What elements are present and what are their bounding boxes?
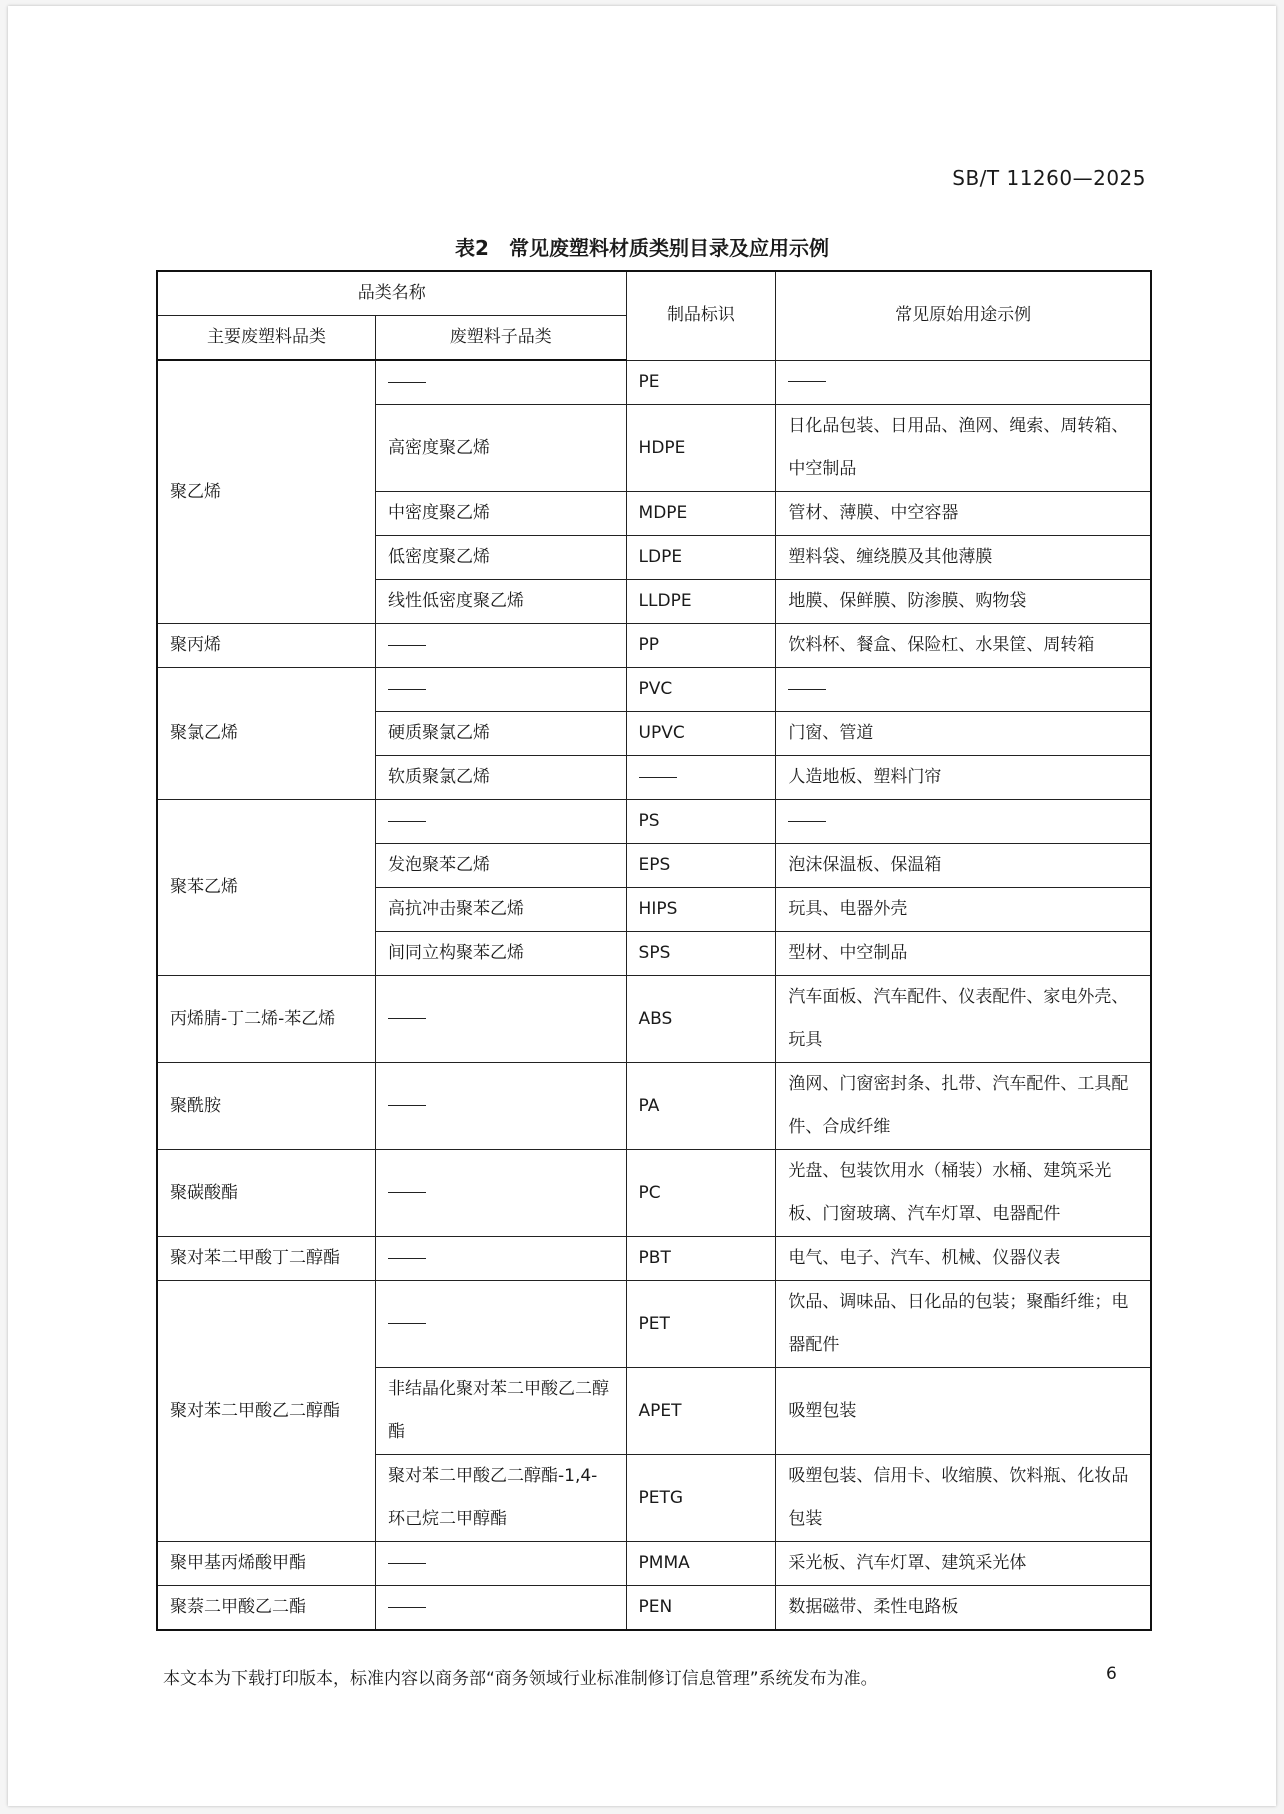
usage-cell bbox=[776, 800, 1151, 844]
usage-cell: 管材、薄膜、中空容器 bbox=[776, 492, 1151, 536]
header-sub-category: 废塑料子品类 bbox=[376, 316, 627, 361]
product-mark-cell: SPS bbox=[626, 932, 776, 976]
product-mark-cell: UPVC bbox=[626, 712, 776, 756]
product-mark-cell: PMMA bbox=[626, 1542, 776, 1586]
dash-mark bbox=[388, 1607, 426, 1608]
dash-text bbox=[426, 668, 427, 669]
footer-note: 本文本为下载打印版本，标准内容以商务部“商务领域行业标准制修订信息管理”系统发布为准。 bbox=[163, 1669, 878, 1689]
sub-category-cell bbox=[376, 1281, 627, 1368]
sub-category-cell: 低密度聚乙烯 bbox=[376, 536, 627, 580]
header-main-category: 主要废塑料品类 bbox=[157, 316, 376, 361]
dash-mark bbox=[388, 1105, 426, 1106]
dash-mark bbox=[388, 689, 426, 690]
sub-category-cell bbox=[376, 976, 627, 1063]
usage-cell bbox=[776, 360, 1151, 405]
dash-mark bbox=[388, 1323, 426, 1324]
header-category-name: 品类名称 bbox=[157, 271, 626, 316]
usage-cell: 采光板、汽车灯罩、建筑采光体 bbox=[776, 1542, 1151, 1586]
dash-mark bbox=[388, 1258, 426, 1259]
dash-mark bbox=[388, 1018, 426, 1019]
usage-cell: 塑料袋、缠绕膜及其他薄膜 bbox=[776, 536, 1151, 580]
product-mark-cell: LDPE bbox=[626, 536, 776, 580]
main-category-cell: 聚酰胺 bbox=[157, 1063, 376, 1150]
main-category-cell: 聚萘二甲酸乙二酯 bbox=[157, 1586, 376, 1631]
dash-text bbox=[426, 1085, 427, 1086]
table-title: 表2 常见废塑料材质类别目录及应用示例 bbox=[455, 236, 829, 260]
header-usage-examples: 常见原始用途示例 bbox=[776, 271, 1151, 360]
table-row bbox=[157, 360, 1151, 405]
usage-cell: 玩具、电器外壳 bbox=[776, 888, 1151, 932]
product-mark-cell: PEN bbox=[626, 1586, 776, 1631]
product-mark-cell: APET bbox=[626, 1368, 776, 1455]
usage-cell: 日化品包装、日用品、渔网、绳索、周转箱、中空制品 bbox=[776, 405, 1151, 492]
dash-mark bbox=[788, 821, 826, 822]
usage-cell: 饮品、调味品、日化品的包装；聚酯纤维；电器配件 bbox=[776, 1281, 1151, 1368]
dash-mark bbox=[388, 821, 426, 822]
usage-cell: 电气、电子、汽车、机械、仪器仪表 bbox=[776, 1237, 1151, 1281]
sub-category-cell: 线性低密度聚乙烯 bbox=[376, 580, 627, 624]
usage-cell: 光盘、包装饮用水（桶装）水桶、建筑采光板、门窗玻璃、汽车灯罩、电器配件 bbox=[776, 1150, 1151, 1237]
document-page bbox=[8, 6, 1276, 1806]
usage-cell: 泡沫保温板、保温箱 bbox=[776, 844, 1151, 888]
product-mark-cell: ABS bbox=[626, 976, 776, 1063]
sub-category-cell: 发泡聚苯乙烯 bbox=[376, 844, 627, 888]
dash-mark bbox=[788, 381, 826, 382]
usage-cell: 汽车面板、汽车配件、仪表配件、家电外壳、玩具 bbox=[776, 976, 1151, 1063]
usage-cell: 型材、中空制品 bbox=[776, 932, 1151, 976]
dash-text bbox=[426, 1303, 427, 1304]
main-category-cell: 聚对苯二甲酸丁二醇酯 bbox=[157, 1237, 376, 1281]
product-mark-cell: HDPE bbox=[626, 405, 776, 492]
product-mark-cell: PE bbox=[626, 360, 776, 405]
usage-cell: 渔网、门窗密封条、扎带、汽车配件、工具配件、合成纤维 bbox=[776, 1063, 1151, 1150]
table-row bbox=[157, 1586, 1151, 1631]
sub-category-cell bbox=[376, 360, 627, 405]
product-mark-cell bbox=[626, 756, 776, 800]
table-row bbox=[157, 1281, 1151, 1368]
product-mark-cell: PS bbox=[626, 800, 776, 844]
dash-mark bbox=[388, 1192, 426, 1193]
dash-text bbox=[426, 1237, 427, 1238]
table-row bbox=[157, 1237, 1151, 1281]
sub-category-cell bbox=[376, 1586, 627, 1631]
main-category-cell: 聚甲基丙烯酸甲酯 bbox=[157, 1542, 376, 1586]
sub-category-cell bbox=[376, 668, 627, 712]
usage-cell: 地膜、保鲜膜、防渗膜、购物袋 bbox=[776, 580, 1151, 624]
plastics-table bbox=[156, 270, 1152, 1631]
main-category-cell: 聚氯乙烯 bbox=[157, 668, 376, 800]
main-category-cell: 聚丙烯 bbox=[157, 624, 376, 668]
sub-category-cell bbox=[376, 1063, 627, 1150]
dash-text bbox=[826, 361, 827, 362]
product-mark-cell: PVC bbox=[626, 668, 776, 712]
main-category-cell: 聚碳酸酯 bbox=[157, 1150, 376, 1237]
table-row bbox=[157, 976, 1151, 1063]
dash-mark bbox=[639, 777, 677, 778]
product-mark-cell: MDPE bbox=[626, 492, 776, 536]
usage-cell: 吸塑包装、信用卡、收缩膜、饮料瓶、化妆品包装 bbox=[776, 1455, 1151, 1542]
product-mark-cell: EPS bbox=[626, 844, 776, 888]
dash-text bbox=[426, 998, 427, 999]
table-row bbox=[157, 1542, 1151, 1586]
sub-category-cell: 软质聚氯乙烯 bbox=[376, 756, 627, 800]
dash-text bbox=[426, 361, 427, 362]
table-row bbox=[157, 624, 1151, 668]
product-mark-cell: HIPS bbox=[626, 888, 776, 932]
sub-category-cell bbox=[376, 624, 627, 668]
main-category-cell: 丙烯腈-丁二烯-苯乙烯 bbox=[157, 976, 376, 1063]
sub-category-cell: 间同立构聚苯乙烯 bbox=[376, 932, 627, 976]
table-row bbox=[157, 668, 1151, 712]
usage-cell: 吸塑包装 bbox=[776, 1368, 1151, 1455]
page-number: 6 bbox=[1106, 1664, 1117, 1684]
product-mark-cell: PBT bbox=[626, 1237, 776, 1281]
product-mark-cell: PC bbox=[626, 1150, 776, 1237]
sub-category-cell: 非结晶化聚对苯二甲酸乙二醇酯 bbox=[376, 1368, 627, 1455]
dash-mark bbox=[388, 645, 426, 646]
usage-cell: 门窗、管道 bbox=[776, 712, 1151, 756]
sub-category-cell bbox=[376, 1542, 627, 1586]
dash-text bbox=[826, 668, 827, 669]
dash-text bbox=[426, 1542, 427, 1543]
dash-text bbox=[426, 1586, 427, 1587]
usage-cell: 数据磁带、柔性电路板 bbox=[776, 1586, 1151, 1631]
sub-category-cell bbox=[376, 1150, 627, 1237]
product-mark-cell: PP bbox=[626, 624, 776, 668]
dash-text bbox=[426, 624, 427, 625]
table-body bbox=[157, 360, 1151, 1630]
dash-text bbox=[677, 756, 678, 757]
dash-text bbox=[426, 800, 427, 801]
product-mark-cell: LLDPE bbox=[626, 580, 776, 624]
main-category-cell: 聚对苯二甲酸乙二醇酯 bbox=[157, 1281, 376, 1542]
dash-text bbox=[826, 800, 827, 801]
product-mark-cell: PA bbox=[626, 1063, 776, 1150]
usage-cell: 人造地板、塑料门帘 bbox=[776, 756, 1151, 800]
header-row-top bbox=[157, 271, 1151, 316]
sub-category-cell bbox=[376, 1237, 627, 1281]
sub-category-cell: 高抗冲击聚苯乙烯 bbox=[376, 888, 627, 932]
product-mark-cell: PET bbox=[626, 1281, 776, 1368]
dash-text bbox=[426, 1172, 427, 1173]
sub-category-cell: 高密度聚乙烯 bbox=[376, 405, 627, 492]
table-row bbox=[157, 1150, 1151, 1237]
sub-category-cell bbox=[376, 800, 627, 844]
usage-cell: 饮料杯、餐盒、保险杠、水果筐、周转箱 bbox=[776, 624, 1151, 668]
dash-mark bbox=[788, 689, 826, 690]
usage-cell bbox=[776, 668, 1151, 712]
product-mark-cell: PETG bbox=[626, 1455, 776, 1542]
table-row bbox=[157, 1063, 1151, 1150]
table-row bbox=[157, 800, 1151, 844]
main-category-cell: 聚乙烯 bbox=[157, 360, 376, 624]
main-category-cell: 聚苯乙烯 bbox=[157, 800, 376, 976]
dash-mark bbox=[388, 382, 426, 383]
sub-category-cell: 中密度聚乙烯 bbox=[376, 492, 627, 536]
standard-code: SB/T 11260—2025 bbox=[952, 166, 1146, 190]
header-product-mark: 制品标识 bbox=[626, 271, 776, 360]
sub-category-cell: 聚对苯二甲酸乙二醇酯-1,4-环己烷二甲醇酯 bbox=[376, 1455, 627, 1542]
dash-mark bbox=[388, 1563, 426, 1564]
sub-category-cell: 硬质聚氯乙烯 bbox=[376, 712, 627, 756]
